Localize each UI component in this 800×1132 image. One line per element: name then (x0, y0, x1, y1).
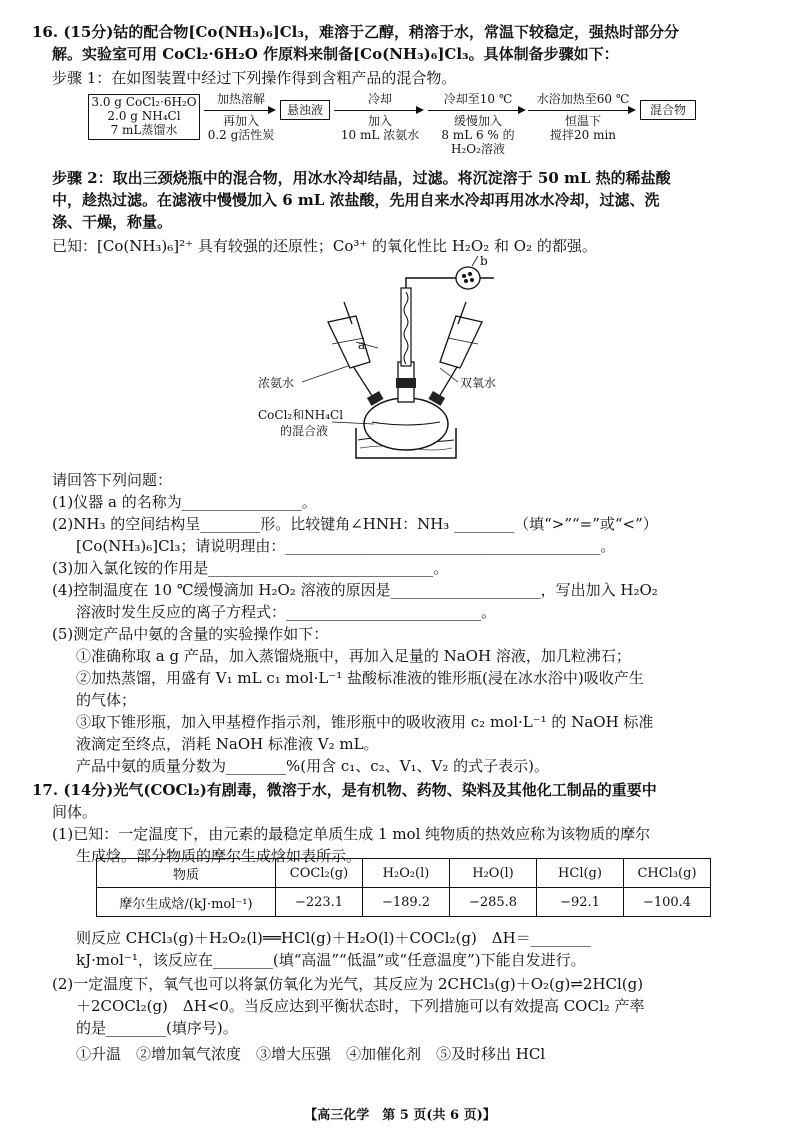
mixture-box: 混合物 (640, 100, 696, 120)
q17-p1-line4: kJ·mol⁻¹，该反应在________(填“高温”“低温”或“任意温度”)下能自发进行。 (76, 951, 586, 969)
q17-p1-line3: 则反应 CHCl₃(g)＋H₂O₂(l)══HCl(g)＋H₂O(l)＋COCl₂(g) ΔH＝________ (76, 929, 591, 947)
q16-prompt: 请回答下列问题： (52, 471, 173, 489)
q16-p4-line2: 溶液时发生反应的离子方程式：__________________________。 (76, 603, 497, 621)
label-b: b (480, 254, 488, 268)
q16-step1: 步骤 1：在如图装置中经过下列操作得到含粗产品的混合物。 (52, 69, 457, 87)
table-header-cell: 物质 (97, 859, 276, 888)
start-reagent-1: 3.0 g CoCl₂·6H₂O (91, 95, 197, 109)
table-header-cell: H₂O(l) (450, 859, 537, 888)
table-cell: −285.8 (450, 888, 537, 917)
q16-p2-line2: [Co(NH₃)₆]Cl₃；请说明理由：__________________________________________。 (76, 537, 616, 555)
op4-top-label: 水浴加热至60 ℃ (536, 92, 630, 106)
op2-bottom-label-1: 加入 (367, 114, 392, 128)
q17-intro-line1: 17. (14分)光气(COCl₂)有剧毒，微溶于水，是有机物、药物、染料及其他化工制品的重要中 (32, 781, 657, 799)
q16-p1: (1)仪器 a 的名称为________________。 (52, 493, 317, 511)
label-mixture-2: 的混合液 (280, 424, 329, 438)
op2-top-label: 冷却 (367, 92, 392, 106)
q16-p5-step2-line2: 的气体； (76, 691, 137, 709)
q16-p5-step3-line2: 液滴定至终点，消耗 NaOH 标准液 V₂ mL。 (76, 735, 379, 753)
table-header-cell: H₂O₂(l) (363, 859, 450, 888)
start-reagents-box (88, 94, 200, 140)
page-footer: 【高三化学 第 5 页(共 6 页)】 (304, 1108, 496, 1123)
q16-intro-line2: 解。实验室可用 CoCl₂·6H₂O 作原料来制备[Co(NH₃)₆]Cl₃。具体制备步骤如下： (52, 45, 619, 63)
start-reagent-3: 7 mL蒸馏水 (110, 123, 178, 137)
op1-arrow (204, 110, 274, 111)
table-header-cell: COCl₂(g) (276, 859, 363, 888)
op3-arrow (428, 110, 524, 111)
q16-known: 已知：[Co(NH₃)₆]²⁺ 具有较强的还原性；Co³⁺ 的氧化性比 H₂O₂ 和 O₂ 的都强。 (52, 237, 597, 255)
q17-p2-line1: (2)一定温度下，氧气也可以将氯仿氧化为光气，其反应为 2CHCl₃(g)＋O₂(g)⇌2HCl(g) (52, 975, 644, 993)
table-row (97, 888, 711, 917)
label-mixture-1: CoCl₂和NH₄Cl (258, 408, 344, 422)
label-ammonia: 浓氨水 (258, 376, 295, 390)
q16-p5-step3-line1: ③取下锥形瓶，加入甲基橙作指示剂，锥形瓶中的吸收液用 c₂ mol·L⁻¹ 的 NaOH 标准 (76, 713, 654, 731)
op4-bottom-label-2: 搅拌20 min (549, 128, 617, 142)
q17-p2-line3: 的是________(填序号)。 (76, 1019, 238, 1037)
q17-p2-options: ①升温 ②增加氧气浓度 ③增大压强 ④加催化剂 ⑤及时移出 HCl (76, 1045, 546, 1063)
table-cell: −100.4 (624, 888, 711, 917)
op2-arrow (334, 110, 422, 111)
q17-intro-line2: 间体。 (52, 803, 98, 821)
q16-p4-line1: (4)控制温度在 10 ℃缓慢滴加 H₂O₂ 溶液的原因是____________________，写出加入 H₂O₂ (52, 581, 658, 599)
suspension-box: 悬浊液 (280, 100, 330, 120)
label-a: a (358, 338, 366, 352)
op3-bottom-label-1: 缓慢加入 (453, 114, 502, 128)
procedure-flowchart (88, 92, 708, 170)
q16-p5-step1: ①准确称取 a g 产品，加入蒸馏烧瓶中，再加入足量的 NaOH 溶液，加几粒沸石； (76, 647, 631, 665)
table-header-cell: HCl(g) (537, 859, 624, 888)
table-cell: −92.1 (537, 888, 624, 917)
apparatus-figure (260, 252, 510, 462)
q17-p1-line1: (1)已知：一定温度下，由元素的最稳定单质生成 1 mol 纯物质的热效应称为该物质的摩尔 (52, 825, 651, 843)
op2-bottom-label-2: 10 mL 浓氨水 (340, 128, 420, 142)
op1-bottom-label-2: 0.2 g活性炭 (207, 128, 275, 142)
q16-step2-line1: 步骤 2：取出三颈烧瓶中的混合物，用冰水冷却结晶，过滤。将沉淀溶于 50 mL 热的稀盐酸 (52, 169, 671, 187)
q16-p5-step2-line1: ②加热蒸馏，用盛有 V₁ mL c₁ mol·L⁻¹ 盐酸标准液的锥形瓶(浸在冰水浴中)吸收产生 (76, 669, 644, 687)
table-cell: −223.1 (276, 888, 363, 917)
q16-step2-line2: 中，趁热过滤。在滤液中慢慢加入 6 mL 浓盐酸，先用自来水冷却再用冰水冷却，过滤、洗 (52, 191, 660, 209)
q16-p5: (5)测定产品中氨的含量的实验操作如下： (52, 625, 329, 643)
q16-p3: (3)加入氯化铵的作用是______________________________。 (52, 559, 449, 577)
table-cell: −189.2 (363, 888, 450, 917)
q16-p5-result: 产品中氨的质量分数为________%(用含 c₁、c₂、V₁、V₂ 的式子表示)。 (76, 757, 550, 775)
table-header-row (97, 859, 711, 888)
op3-bottom-label-2: 8 mL 6 % 的 (441, 128, 515, 142)
start-reagent-2: 2.0 g NH₄Cl (107, 109, 181, 123)
op3-top-label: 冷却至10 ℃ (443, 92, 513, 106)
enthalpy-table (96, 858, 711, 917)
q16-intro-line1: 16. (15分)钴的配合物[Co(NH₃)₆]Cl₃，难溶于乙醇，稍溶于水，常温下较稳定，强热时部分分 (32, 23, 679, 41)
q17-p2-line2: ＋2COCl₂(g) ΔH<0。当反应达到平衡状态时，下列措施可以有效提高 COCl₂ 产率 (76, 997, 645, 1015)
op1-bottom-label-1: 再加入 (222, 114, 259, 128)
table-cell: 摩尔生成焓/(kJ·mol⁻¹) (97, 888, 276, 917)
table-header-cell: CHCl₃(g) (624, 859, 711, 888)
op1-top-label: 加热溶解 (216, 92, 265, 106)
op4-arrow (528, 110, 634, 111)
q17-p1-line2: 生成焓。部分物质的摩尔生成焓如表所示。 (76, 847, 362, 865)
op3-bottom-label-3: H₂O₂溶液 (451, 142, 505, 156)
q16-p2-line1: (2)NH₃ 的空间结构呈________形。比较键角∠HNH：NH₃ ________（填“>”“=”或“<”） (52, 515, 658, 533)
op4-bottom-label-1: 恒温下 (564, 114, 601, 128)
q16-step2-line3: 涤、干燥，称量。 (52, 213, 173, 231)
label-peroxide: 双氧水 (460, 376, 497, 390)
